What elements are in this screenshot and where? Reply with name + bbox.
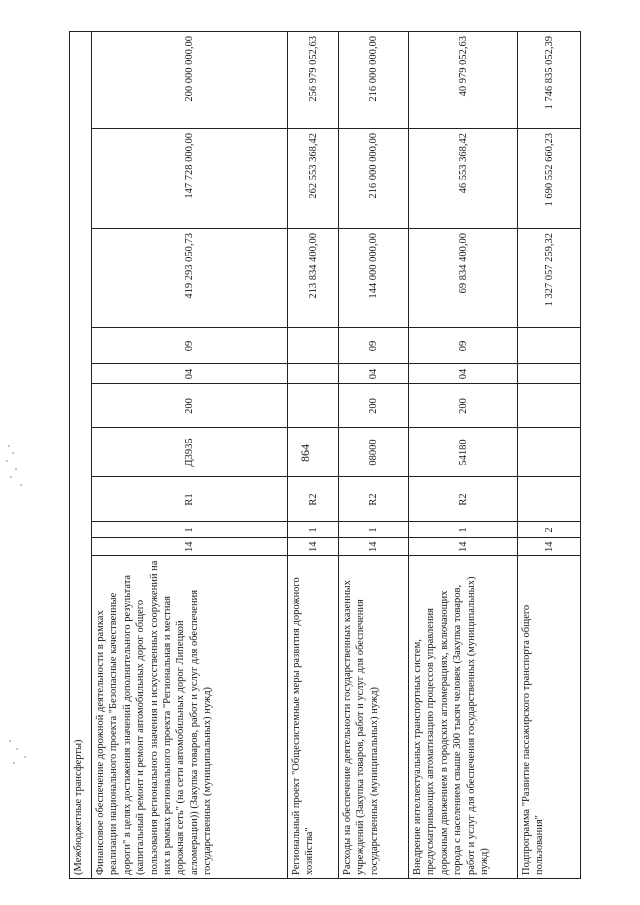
cell-v1 bbox=[409, 229, 517, 327]
cell-c6-text bbox=[290, 368, 338, 380]
cell-c5 bbox=[339, 384, 408, 427]
cell-v2-text: 1 690 552 660,23 bbox=[544, 133, 555, 207]
cell-v2-text: 46 553 368,42 bbox=[458, 133, 469, 194]
cell-c1 bbox=[288, 538, 338, 555]
cell-c6-text: 04 bbox=[458, 368, 469, 380]
cell-v1-text: 1 327 057 259,32 bbox=[544, 233, 555, 307]
cell-c2 bbox=[518, 522, 580, 537]
cell-c2 bbox=[409, 522, 517, 537]
cell-c4-text: 54180 bbox=[458, 439, 469, 466]
cell-v1 bbox=[288, 229, 338, 327]
cell-c7 bbox=[92, 328, 287, 363]
cell-c1 bbox=[339, 538, 408, 555]
cell-c2-text: 1 bbox=[308, 527, 319, 533]
cell-c4-text: 08000 bbox=[368, 439, 379, 466]
cell-c5-text: 200 bbox=[368, 398, 379, 414]
cell-c3 bbox=[409, 477, 517, 521]
budget-table bbox=[69, 31, 580, 878]
cell-c3 bbox=[339, 477, 408, 521]
cell-c7-text bbox=[520, 332, 580, 360]
cell-c5 bbox=[288, 384, 338, 427]
scan-speck bbox=[6, 460, 8, 462]
cell-c6-text: 04 bbox=[368, 368, 379, 380]
cell-c7-text: 09 bbox=[184, 340, 195, 352]
cell-c5-text: 200 bbox=[184, 398, 195, 414]
cell-v2-text: 216 000 000,00 bbox=[368, 133, 379, 199]
cell-c4 bbox=[518, 428, 580, 476]
row-name-text: Расходы на обеспечение деятельности государственных казенных учреждений (Закупка товаров, работ и услуг для обеспечения государственных (муниципальных) нужд) bbox=[342, 580, 380, 875]
cell-c7 bbox=[288, 328, 338, 363]
cell-c5-text: 200 bbox=[458, 398, 469, 414]
cell-v1-text: 213 834 400,00 bbox=[308, 233, 319, 299]
cell-c6 bbox=[518, 364, 580, 383]
scan-speck bbox=[8, 445, 10, 447]
cell-c6-text: 04 bbox=[184, 368, 195, 380]
cell-v1-text: 144 000 000,00 bbox=[368, 233, 379, 299]
cell-c3-text bbox=[520, 481, 580, 518]
cell-c5 bbox=[409, 384, 517, 427]
page-number: 864 bbox=[298, 444, 312, 462]
cell-c7 bbox=[409, 328, 517, 363]
cell-c2 bbox=[339, 522, 408, 537]
row-name-text: Региональный проект "Общесистемные меры развития дорожного хозяйства" bbox=[291, 577, 316, 875]
row-name bbox=[409, 556, 517, 878]
cell-c6 bbox=[339, 364, 408, 383]
row-name bbox=[288, 556, 338, 878]
cell-c3-text: R2 bbox=[308, 493, 319, 506]
table-header-transfers bbox=[70, 32, 91, 878]
cell-v1-text: 69 834 400,00 bbox=[458, 233, 469, 294]
cell-v2-text: 262 553 368,42 bbox=[308, 133, 319, 199]
cell-c4 bbox=[409, 428, 517, 476]
cell-c3 bbox=[518, 477, 580, 521]
cell-c7-text: 09 bbox=[368, 340, 379, 352]
cell-c3-text: R2 bbox=[368, 493, 379, 506]
scan-speck bbox=[16, 748, 18, 750]
cell-c4 bbox=[92, 428, 287, 476]
row-name bbox=[339, 556, 408, 878]
cell-v2 bbox=[92, 129, 287, 228]
scan-speck bbox=[15, 468, 17, 470]
cell-c1 bbox=[518, 538, 580, 555]
cell-v1 bbox=[339, 229, 408, 327]
cell-c2-text: 2 bbox=[544, 527, 555, 533]
row-name-text: Финансовое обеспечение дорожной деятельности в рамках реализации национального проекта "Безопасные качественные дороги" в целях достижения значений дополнительного результата (капитальный ремонт и ремонт автомобильных дорог общего пользования регионального значения и искусственных сооружений на них в рамках регионального проекта "Региональная и местная дорожная сеть" (на сети автомобильных дорог Липецкой агломерации)) (Закупка товаров, работ и услуг для обеспечения государственных (муниципальных) нужд) bbox=[95, 560, 214, 875]
cell-c2 bbox=[288, 522, 338, 537]
cell-v3 bbox=[92, 32, 287, 128]
row-name bbox=[92, 556, 287, 878]
cell-v3 bbox=[339, 32, 408, 128]
cell-c5-text bbox=[290, 388, 338, 424]
cell-c1-text: 14 bbox=[368, 541, 379, 552]
scan-speck bbox=[10, 476, 12, 478]
cell-c1-text: 14 bbox=[308, 541, 319, 552]
cell-v2 bbox=[339, 129, 408, 228]
cell-v2 bbox=[409, 129, 517, 228]
cell-c2-text: 1 bbox=[458, 527, 469, 533]
cell-c7 bbox=[339, 328, 408, 363]
cell-v3-text: 216 000 000,00 bbox=[368, 36, 379, 102]
cell-v1 bbox=[92, 229, 287, 327]
row-name-text: Внедрение интеллектуальных транспортных систем, предусматривающих автоматизацию процессов управления дорожным движением в городских агломерациях, включающих города с населением свыше 300 тысяч человек (Закупка товаров, работ и услуг для обеспечения государственных (муниципальных) нужд) bbox=[412, 576, 491, 875]
cell-c6 bbox=[288, 364, 338, 383]
cell-v2-text: 147 728 000,00 bbox=[184, 133, 195, 199]
cell-c3 bbox=[92, 477, 287, 521]
cell-v3-text: 40 979 052,63 bbox=[458, 36, 469, 97]
scan-speck bbox=[12, 452, 14, 454]
cell-v3 bbox=[288, 32, 338, 128]
table-border-right bbox=[580, 31, 581, 879]
cell-c6 bbox=[409, 364, 517, 383]
cell-c3-text: R2 bbox=[458, 493, 469, 506]
row-name bbox=[518, 556, 580, 878]
cell-c3 bbox=[288, 477, 338, 521]
cell-c7 bbox=[518, 328, 580, 363]
cell-c1-text: 14 bbox=[184, 541, 195, 552]
cell-c5 bbox=[92, 384, 287, 427]
cell-c2-text: 1 bbox=[184, 527, 195, 533]
cell-c5-text bbox=[520, 388, 580, 424]
table-border-bottom bbox=[69, 878, 580, 879]
cell-c4-text bbox=[520, 432, 580, 473]
cell-v1-text: 419 293 050,73 bbox=[184, 233, 195, 299]
cell-c1 bbox=[92, 538, 287, 555]
table-header-transfers-text: (Межбюджетные трансферты) bbox=[73, 739, 84, 875]
cell-c4-text bbox=[290, 432, 338, 473]
cell-c2-text: 1 bbox=[368, 527, 379, 533]
scan-speck bbox=[24, 756, 26, 758]
cell-v2 bbox=[518, 129, 580, 228]
cell-c6-text bbox=[520, 368, 580, 380]
cell-v3-text: 256 979 052,63 bbox=[308, 36, 319, 102]
scan-speck bbox=[20, 484, 22, 486]
cell-c1-text: 14 bbox=[544, 541, 555, 552]
cell-c6 bbox=[92, 364, 287, 383]
cell-v1 bbox=[518, 229, 580, 327]
cell-v3 bbox=[409, 32, 517, 128]
row-name-text: Подпрограмма "Развитие пассажирского транспорта общего пользования" bbox=[521, 604, 546, 875]
cell-c3-text: R1 bbox=[184, 493, 195, 506]
cell-v2 bbox=[288, 129, 338, 228]
cell-v3 bbox=[518, 32, 580, 128]
cell-c2 bbox=[92, 522, 287, 537]
cell-c7-text: 09 bbox=[458, 340, 469, 352]
scan-speck bbox=[13, 762, 15, 764]
cell-c1-text: 14 bbox=[458, 541, 469, 552]
cell-v3-text: 1 746 835 052,39 bbox=[544, 36, 555, 110]
scan-speck bbox=[9, 740, 11, 742]
cell-c5 bbox=[518, 384, 580, 427]
cell-c4-text: Д3935 bbox=[184, 438, 195, 467]
cell-c7-text bbox=[290, 332, 338, 360]
cell-v3-text: 200 000 000,00 bbox=[184, 36, 195, 102]
cell-c1 bbox=[409, 538, 517, 555]
cell-c4 bbox=[339, 428, 408, 476]
cell-c4 bbox=[288, 428, 338, 476]
